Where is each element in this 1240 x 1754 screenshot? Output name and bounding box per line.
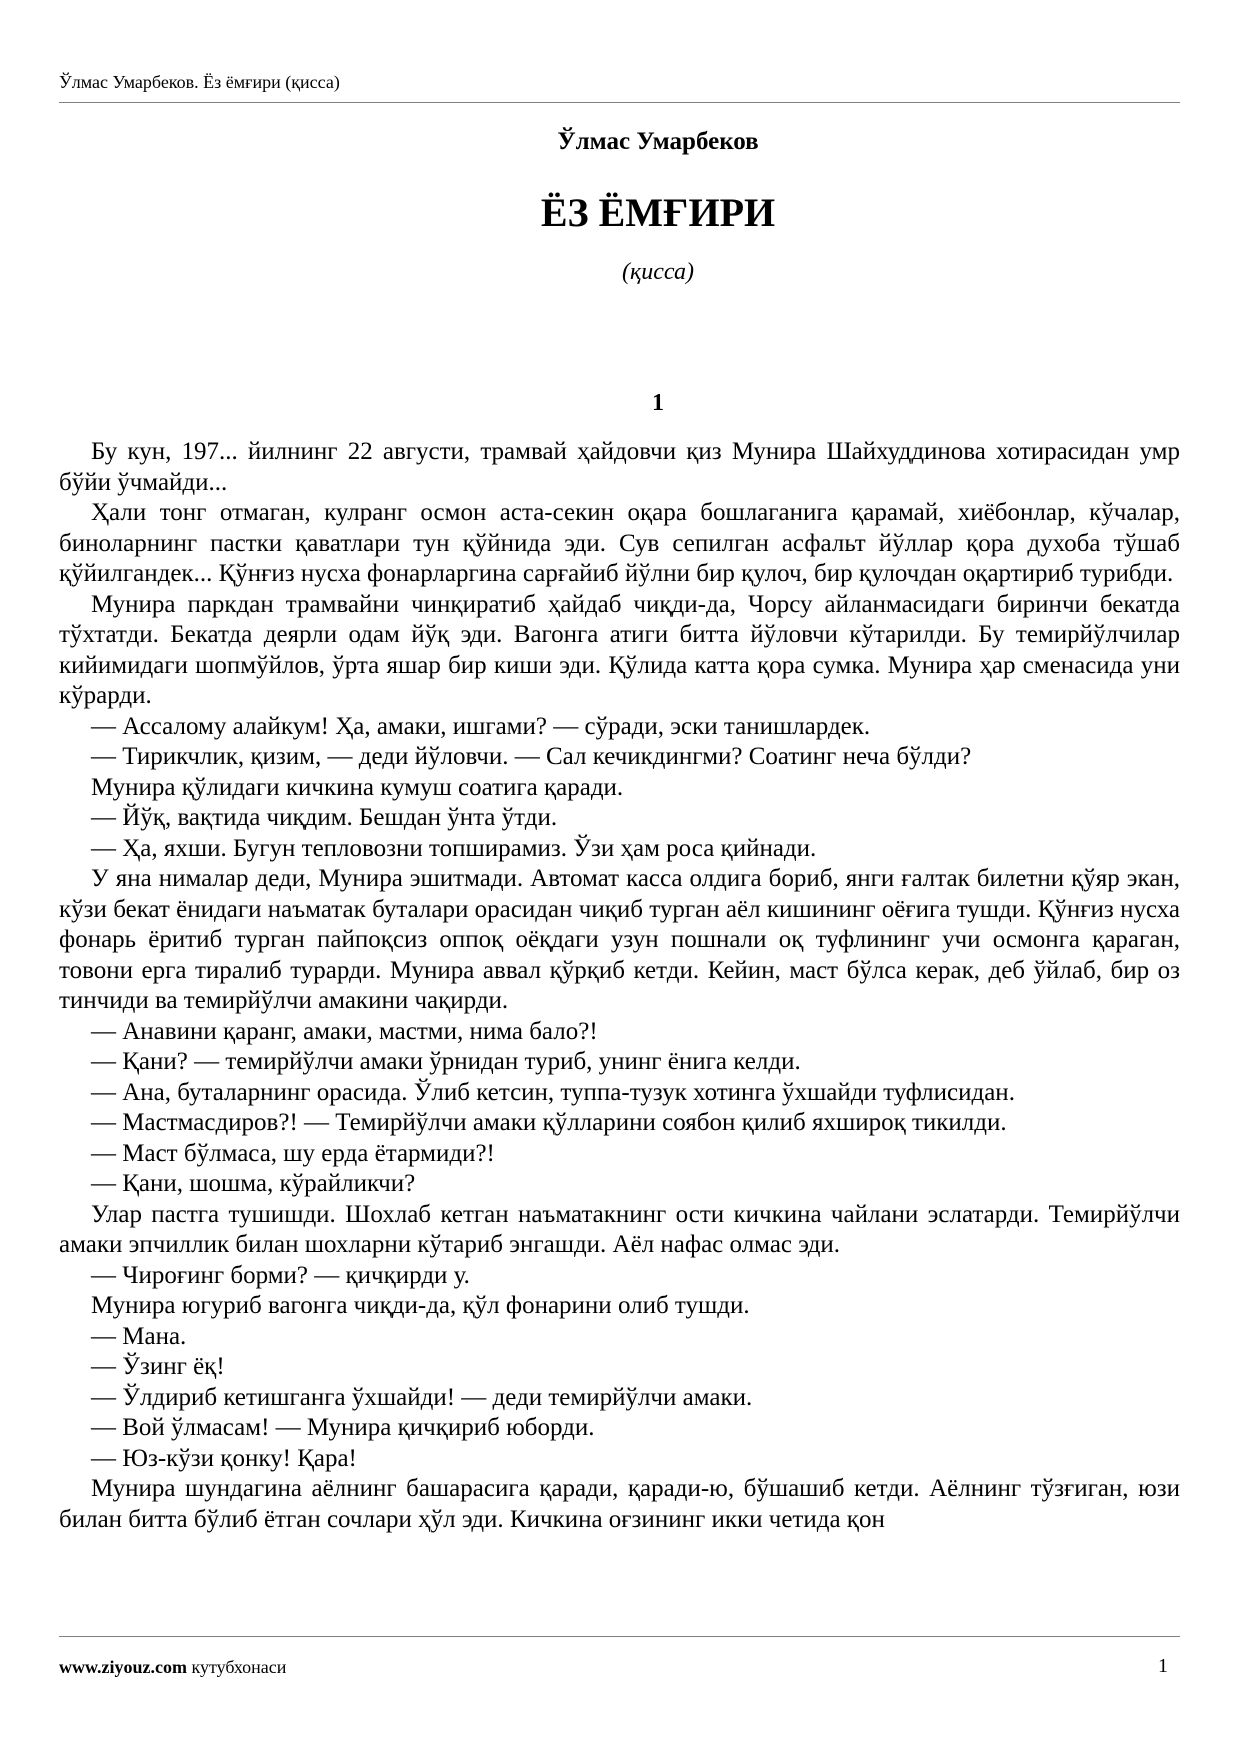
paragraph: — Ўлдириб кетишганга ўхшайди! — деди темирйўлчи амаки. bbox=[91, 1383, 753, 1411]
paragraph: Мунира югуриб вагонга чиқди-да, қўл фонарини олиб тушди. bbox=[91, 1292, 750, 1319]
paragraph: — Чироғинг борми? — қичқирди у. bbox=[91, 1261, 470, 1289]
paragraph: — Қани, шошма, кўрайликчи? bbox=[91, 1170, 416, 1197]
page-number: 1 bbox=[1158, 1655, 1168, 1677]
paragraph: — Мастмасдиров?! — Темирйўлчи амаки қўлларини соябон қилиб яхшироқ тикилди. bbox=[91, 1109, 1007, 1136]
story-text bbox=[59, 437, 1180, 1535]
document-body bbox=[59, 122, 1180, 1535]
paragraph: — Юз-кўзи қонку! Қара! bbox=[91, 1444, 357, 1472]
paragraph: — Ҳа, яхши. Бугун тепловозни топширамиз. Ўзи ҳам роса қийнади. bbox=[91, 834, 817, 862]
paragraph: Бу кун, 197... йилнинг 22 августи, трамвай ҳайдовчи қиз Мунира Шайхуддинова хотирасидан умр бўйи ўчмайди... bbox=[59, 438, 1180, 496]
paragraph: Мунира шундагина аёлнинг башарасига қаради, қаради-ю, бўшашиб кетди. Аёлнинг тўзғиган, юзи билан битта бўлиб ётган сочлари ҳўл эди. Кичкина оғзининг икки четида қон bbox=[59, 1475, 1180, 1533]
work-title: ЁЗ ЁМҒИРИ bbox=[540, 190, 776, 235]
paragraph: Ҳали тонг отмаган, кулранг осмон аста-секин оқара бошлаганига қарамай, хиёбонлар, кўчалар, биноларнинг пастки қаватлари тун қўйнида эди. Сув сепилган асфальт йўллар қора духоба тўшаб қўйилгандек... Қўнғиз нусха фонарларгина сарғайиб йўлни бир қулоч, бир қулочдан оқартириб турибди. bbox=[59, 499, 1180, 587]
footer-site-link[interactable]: www.ziyouz.com bbox=[59, 1657, 187, 1677]
author-name: Ўлмас Умарбеков bbox=[557, 128, 759, 155]
genre-label: (қисса) bbox=[622, 259, 694, 285]
paragraph: — Ассалому алайкум! Ҳа, амаки, ишгами? — сўради, эски танишлардек. bbox=[91, 712, 871, 740]
paragraph: — Қани? — темирйўлчи амаки ўрнидан туриб, унинг ёнига келди. bbox=[91, 1048, 801, 1075]
running-title: Ўлмас Умарбеков. Ёз ёмғири (қисса) bbox=[59, 72, 340, 92]
paragraph: — Ўзинг ёқ! bbox=[91, 1353, 225, 1380]
page-footer bbox=[59, 1636, 1180, 1677]
footer-source bbox=[59, 1657, 286, 1678]
paragraph: — Ана, буталарнинг орасида. Ўлиб кетсин, туппа-тузук хотинга ўхшайди туфлисидан. bbox=[91, 1078, 1015, 1106]
paragraph: Мунира паркдан трамвайни чинқиратиб ҳайдаб чиқди-да, Чорсу айланмасидаги биринчи бекатда тўхтатди. Бекатда деярли одам йўқ эди. Вагонга атиги битта йўловчи кўтарилди. Бу темирйўлчилар кийимидаги шопмўйлов, ўрта яшар бир киши эди. Қўлида катта қора сумка. Мунира ҳар сменасида уни кўрарди. bbox=[59, 590, 1180, 709]
paragraph: Улар пастга тушишди. Шохлаб кетган наъматакнинг ости кичкина чайлани эслатарди. Темирйўлчи амаки эпчиллик билан шохларни кўтариб энгашди. Аёл нафас олмас эди. bbox=[59, 1200, 1180, 1258]
running-header bbox=[59, 72, 1180, 103]
paragraph: — Анавини қаранг, амаки, мастми, нима бало?! bbox=[91, 1017, 598, 1045]
paragraph: — Йўқ, вақтида чиқдим. Бешдан ўнта ўтди. bbox=[91, 804, 558, 831]
chapter-number: 1 bbox=[652, 390, 664, 416]
footer-library-label: кутубхонаси bbox=[191, 1657, 287, 1677]
paragraph: — Маст бўлмаса, шу ерда ётармиди?! bbox=[91, 1139, 495, 1167]
paragraph: — Тирикчлик, қизим, — деди йўловчи. — Сал кечикдингми? Соатинг неча бўлди? bbox=[91, 743, 972, 770]
paragraph: Мунира қўлидаги кичкина кумуш соатига қаради. bbox=[91, 773, 624, 801]
paragraph: — Вой ўлмасам! — Мунира қичқириб юборди. bbox=[91, 1414, 595, 1441]
paragraph: — Мана. bbox=[91, 1322, 187, 1350]
paragraph: У яна нималар деди, Мунира эшитмади. Автомат касса олдига бориб, янги ғалтак билетни қўяр экан, кўзи бекат ёнидаги наъматак буталари орасидан чиқиб турган аёл кишининг оёғига тушди. Қўнғиз нусха фонарь ёритиб турган пайпоқсиз оппоқ оёқдаги узун пошнали оқ туфлининг учи осмонга қараган, товони ерга тиралиб турарди. Мунира аввал қўрқиб кетди. Кейин, маст бўлса керак, деб ўйлаб, бир оз тинчиди ва темирйўлчи амакини чақирди. bbox=[59, 865, 1180, 1014]
